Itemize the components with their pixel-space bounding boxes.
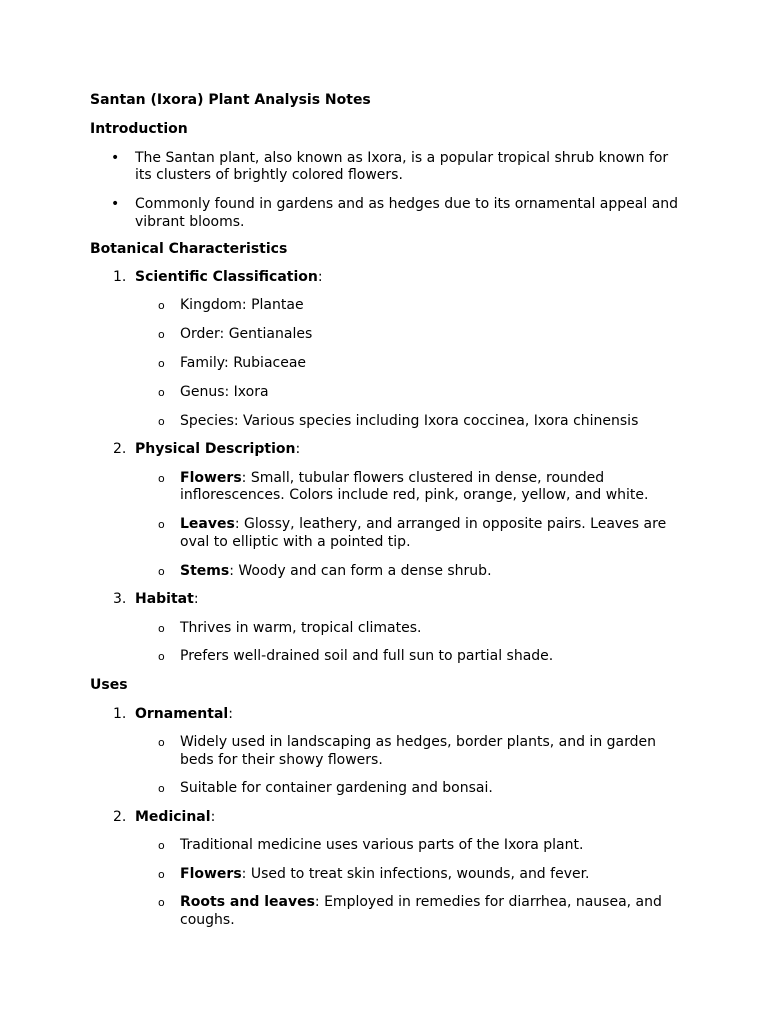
bullet-glyph: • <box>111 196 120 212</box>
sub-item-label: Flowers <box>180 866 242 882</box>
sub-bullet-glyph: o <box>158 565 165 578</box>
sub-item-text: : Small, tubular flowers clustered in dense, rounded <box>241 470 605 486</box>
list-item-medicinal <box>135 808 215 826</box>
sub-item-landscaping-line-1: Widely used in landscaping as hedges, border plants, and in garden <box>180 734 656 750</box>
sub-item-text: : Woody and can form a dense shrub. <box>229 563 492 579</box>
sub-bullet-glyph: o <box>158 868 165 881</box>
sub-item-flowers-line-2: inflorescences. Colors include red, pink, orange, yellow, and white. <box>180 487 649 503</box>
sub-bullet-glyph: o <box>158 736 165 749</box>
item-suffix: : <box>317 269 323 285</box>
intro-bullet-1-line-1: The Santan plant, also known as Ixora, is a popular tropical shrub known for <box>135 150 669 166</box>
sub-bullet-glyph: o <box>158 650 165 663</box>
sub-bullet-glyph: o <box>158 328 165 341</box>
sub-item-text: : Used to treat skin infections, wounds, and fever. <box>241 866 590 882</box>
sub-item-family: Family: Rubiaceae <box>180 355 307 371</box>
bullet-glyph: • <box>111 150 120 166</box>
sub-item-label: Flowers <box>180 470 242 486</box>
list-item-physical-description <box>135 440 300 458</box>
sub-bullet-glyph: o <box>158 622 165 635</box>
item-label: Physical Description <box>135 441 296 457</box>
sub-item-traditional: Traditional medicine uses various parts of the Ixora plant. <box>180 837 584 853</box>
list-number: 3. <box>113 591 127 607</box>
sub-item-roots-leaves-line-1 <box>180 893 662 911</box>
section-heading-introduction: Introduction <box>90 121 188 137</box>
sub-item-leaves-line-2: oval to elliptic with a pointed tip. <box>180 534 411 550</box>
list-number: 2. <box>113 441 127 457</box>
sub-item-text: : Employed in remedies for diarrhea, nausea, and <box>314 894 662 910</box>
item-suffix: : <box>193 591 199 607</box>
sub-bullet-glyph: o <box>158 357 165 370</box>
list-number: 1. <box>113 706 127 722</box>
intro-bullet-2-line-2: vibrant blooms. <box>135 214 245 230</box>
section-heading-botanical: Botanical Characteristics <box>90 241 288 257</box>
list-number: 1. <box>113 269 127 285</box>
sub-item-kingdom: Kingdom: Plantae <box>180 297 304 313</box>
list-item-habitat <box>135 590 199 608</box>
sub-item-flowers-line-1 <box>180 469 604 487</box>
sub-item-text: : Glossy, leathery, and arranged in opposite pairs. Leaves are <box>234 516 667 532</box>
item-label: Medicinal <box>135 809 211 825</box>
item-label: Scientific Classification <box>135 269 318 285</box>
item-suffix: : <box>295 441 301 457</box>
sub-bullet-glyph: o <box>158 839 165 852</box>
item-suffix: : <box>228 706 233 722</box>
list-item-scientific-classification <box>135 268 323 286</box>
sub-item-genus: Genus: Ixora <box>180 384 269 400</box>
sub-item-order: Order: Gentianales <box>180 326 313 342</box>
section-heading-uses: Uses <box>90 677 128 693</box>
sub-item-stems <box>180 562 492 580</box>
list-number: 2. <box>113 809 127 825</box>
item-suffix: : <box>210 809 216 825</box>
sub-bullet-glyph: o <box>158 896 165 909</box>
sub-item-label: Leaves <box>180 516 235 532</box>
sub-bullet-glyph: o <box>158 386 165 399</box>
document-title: Santan (Ixora) Plant Analysis Notes <box>90 92 371 108</box>
sub-item-soil: Prefers well-drained soil and full sun to partial shade. <box>180 648 554 664</box>
sub-item-container: Suitable for container gardening and bonsai. <box>180 780 493 796</box>
list-item-ornamental <box>135 705 233 723</box>
sub-item-label: Roots and leaves <box>180 894 315 910</box>
sub-item-landscaping-line-2: beds for their showy flowers. <box>180 752 383 768</box>
item-label: Habitat <box>135 591 194 607</box>
sub-item-leaves-line-1 <box>180 515 666 533</box>
sub-bullet-glyph: o <box>158 299 165 312</box>
sub-bullet-glyph: o <box>158 472 165 485</box>
sub-item-climate: Thrives in warm, tropical climates. <box>180 620 422 636</box>
intro-bullet-2-line-1: Commonly found in gardens and as hedges due to its ornamental appeal and <box>135 196 679 212</box>
sub-item-roots-leaves-line-2: coughs. <box>180 912 235 928</box>
intro-bullet-1-line-2: its clusters of brightly colored flowers. <box>135 167 403 183</box>
sub-item-species: Species: Various species including Ixora coccinea, Ixora chinensis <box>180 413 639 429</box>
item-label: Ornamental <box>135 706 229 722</box>
sub-bullet-glyph: o <box>158 782 165 795</box>
sub-item-label: Stems <box>180 563 230 579</box>
sub-bullet-glyph: o <box>158 518 165 531</box>
sub-item-medicinal-flowers <box>180 865 590 883</box>
sub-bullet-glyph: o <box>158 415 165 428</box>
